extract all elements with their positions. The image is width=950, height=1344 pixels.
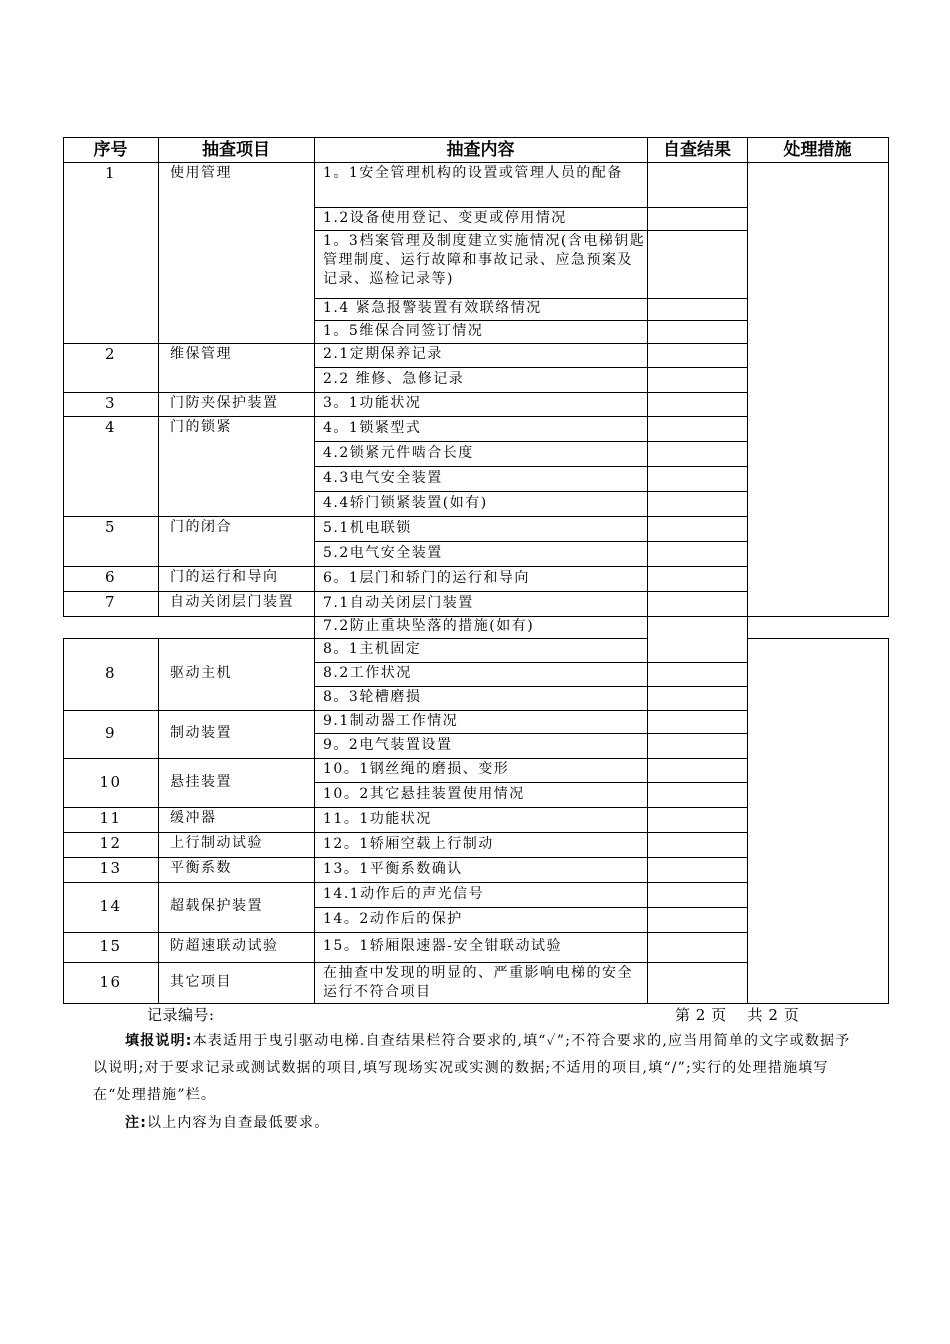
row-seq: 7 — [104, 593, 117, 611]
row-seq: 8 — [104, 664, 117, 682]
row-content: 10。1钢丝绳的磨损、变形 — [323, 761, 510, 777]
page-indicator: 第 2 页 共 2 页 — [675, 1006, 800, 1024]
row-content: 7.1自动关闭层门装置 — [323, 595, 474, 611]
row-content: 7.2防止重块坠落的措施(如有) — [323, 618, 535, 634]
row-content: 4.2锁紧元件啮合长度 — [323, 445, 474, 461]
group-rule — [63, 758, 315, 759]
row-seq: 10 — [99, 773, 122, 791]
column-divider — [314, 137, 315, 1004]
row-item: 门防夹保护装置 — [170, 395, 279, 411]
row-content: 4.3电气安全装置 — [323, 470, 443, 486]
row-content: 8。3轮槽磨损 — [323, 689, 422, 705]
row-item: 驱动主机 — [170, 665, 232, 681]
row-item: 缓冲器 — [170, 810, 217, 826]
row-content: 1。5维保合同签订情况 — [323, 323, 484, 339]
row-item: 自动关闭层门装置 — [170, 594, 294, 610]
row-seq: 6 — [104, 568, 117, 586]
note — [125, 1112, 329, 1132]
content-row-rule — [314, 320, 748, 321]
group-rule — [63, 710, 315, 711]
group-rule — [63, 416, 315, 417]
content-row-rule — [314, 230, 748, 231]
column-divider — [647, 137, 648, 1004]
row-content: 14。2动作后的保护 — [323, 911, 463, 927]
row-item: 门的运行和导向 — [170, 569, 279, 585]
content-row-rule — [314, 932, 748, 933]
content-row-rule — [314, 832, 748, 833]
row-content: 1.2设备使用登记、变更或停用情况 — [323, 210, 567, 226]
row-content: 5.2电气安全装置 — [323, 545, 443, 561]
row-content: 15。1轿厢限速器-安全钳联动试验 — [323, 938, 562, 954]
group-rule — [63, 857, 315, 858]
group-rule — [63, 566, 315, 567]
content-row-rule — [314, 416, 748, 417]
row-seq: 13 — [99, 859, 122, 877]
row-seq: 12 — [99, 834, 122, 852]
row-content: 1.4 紧急报警装置有效联络情况 — [323, 300, 542, 316]
content-row-rule — [314, 392, 748, 393]
record-number-label: 记录编号: — [147, 1006, 215, 1024]
row-content: 1。1安全管理机构的设置或管理人员的配备 — [323, 165, 623, 181]
content-row-rule — [314, 907, 748, 908]
row-content: 4.4轿门锁紧装置(如有) — [323, 495, 488, 511]
row-seq: 5 — [104, 518, 117, 536]
column-divider — [747, 137, 748, 1004]
content-row-rule — [314, 343, 748, 344]
content-row-rule — [314, 807, 748, 808]
row-seq: 14 — [99, 897, 122, 915]
content-row-rule — [314, 466, 748, 467]
fill-instructions — [93, 1028, 863, 1109]
row-seq: 9 — [104, 724, 117, 742]
row-item: 防超速联动试验 — [170, 938, 279, 954]
row-seq: 16 — [99, 973, 122, 991]
content-row-rule — [314, 591, 748, 592]
row-seq: 2 — [104, 345, 117, 363]
content-row-rule — [314, 882, 748, 883]
content-row-rule — [314, 207, 748, 208]
header-result: 自查结果 — [663, 140, 731, 160]
row-content: 10。2其它悬挂装置使用情况 — [323, 786, 525, 802]
content-row-rule — [314, 710, 748, 711]
table-right-border — [888, 638, 889, 1004]
group-rule — [63, 516, 315, 517]
row-content: 8。1主机固定 — [323, 641, 422, 657]
row-content: 13。1平衡系数确认 — [323, 861, 463, 877]
row-content: 4。1锁紧型式 — [323, 420, 422, 436]
row-content: 3。1功能状况 — [323, 395, 422, 411]
row-item: 超载保护装置 — [170, 898, 263, 914]
group-rule — [63, 591, 315, 592]
note-title: 注: — [125, 1115, 147, 1131]
row-content: 11。1功能状况 — [323, 811, 432, 827]
group-rule — [63, 616, 315, 617]
row-seq: 11 — [99, 809, 122, 827]
content-row-rule — [314, 686, 748, 687]
row-content: 9.1制动器工作情况 — [323, 713, 459, 729]
content-row-rule — [314, 857, 748, 858]
content-row-rule — [314, 758, 748, 759]
row-item: 平衡系数 — [170, 860, 232, 876]
header-content: 抽查内容 — [446, 140, 515, 160]
action-block-rule — [747, 162, 889, 163]
group-rule — [63, 807, 315, 808]
row-item: 其它项目 — [170, 974, 232, 990]
content-row-rule — [314, 782, 748, 783]
row-content: 9。2电气装置设置 — [323, 737, 453, 753]
content-row-rule — [314, 491, 748, 492]
row-content: 2.1定期保养记录 — [323, 346, 443, 362]
group-rule — [63, 638, 315, 639]
row-seq: 15 — [99, 937, 122, 955]
content-row-rule — [314, 733, 748, 734]
action-block-rule — [747, 638, 889, 639]
fill-instructions-title: 填报说明: — [125, 1033, 193, 1049]
content-row-rule — [314, 441, 748, 442]
group-rule — [63, 343, 315, 344]
row-content: 在抽查中发现的明显的、严重影响电梯的安全运行不符合项目 — [323, 965, 633, 1000]
column-divider — [158, 137, 159, 617]
table-left-border — [63, 137, 64, 617]
group-rule — [63, 962, 315, 963]
content-row-rule — [314, 566, 748, 567]
row-item: 悬挂装置 — [170, 774, 232, 790]
note-text: 以上内容为自查最低要求。 — [147, 1115, 330, 1131]
table-right-border — [888, 137, 889, 617]
row-item: 使用管理 — [170, 165, 232, 181]
header-seq: 序号 — [93, 140, 128, 160]
row-content: 14.1动作后的声光信号 — [323, 886, 485, 902]
content-row-rule — [314, 541, 748, 542]
header-action: 处理措施 — [783, 140, 852, 160]
fill-instructions-text: 本表适用于曳引驱动电梯.自查结果栏符合要求的,填“✓”;不符合要求的,应当用简单的文字或数据予以说明;对于要求记录或测试数据的项目,填写现场实况或实测的数据;不适用的项目,填“/”;实行的处理措施填写在“处理措施”栏。 — [93, 1033, 851, 1103]
row-item: 门的闭合 — [170, 519, 232, 535]
header-item: 抽查项目 — [202, 140, 270, 160]
row-content: 6。1层门和轿门的运行和导向 — [323, 570, 530, 586]
group-rule — [63, 832, 315, 833]
content-row-rule — [314, 638, 648, 639]
content-row-rule — [314, 516, 748, 517]
content-row-rule — [314, 962, 748, 963]
row-seq: 1 — [104, 164, 117, 182]
row-item: 维保管理 — [170, 346, 232, 362]
row-content: 12。1轿厢空载上行制动 — [323, 836, 494, 852]
row-content: 2.2 维修、急修记录 — [323, 371, 465, 387]
row-content: 1。3档案管理及制度建立实施情况(含电梯钥匙管理制度、运行故障和事故记录、应急预案及记录、巡检记录等) — [323, 233, 646, 287]
group-rule — [63, 932, 315, 933]
row-seq: 3 — [104, 394, 117, 412]
row-item: 上行制动试验 — [170, 835, 263, 851]
row-content: 5.1机电联锁 — [323, 520, 412, 536]
row-seq: 4 — [104, 418, 117, 436]
action-block-rule — [747, 616, 889, 617]
row-item: 门的锁紧 — [170, 419, 232, 435]
row-content: 8.2工作状况 — [323, 665, 412, 681]
column-divider — [158, 638, 159, 1004]
row-item: 制动装置 — [170, 725, 232, 741]
group-rule — [63, 882, 315, 883]
group-rule — [63, 392, 315, 393]
content-row-rule — [314, 662, 748, 663]
content-row-rule — [314, 367, 748, 368]
